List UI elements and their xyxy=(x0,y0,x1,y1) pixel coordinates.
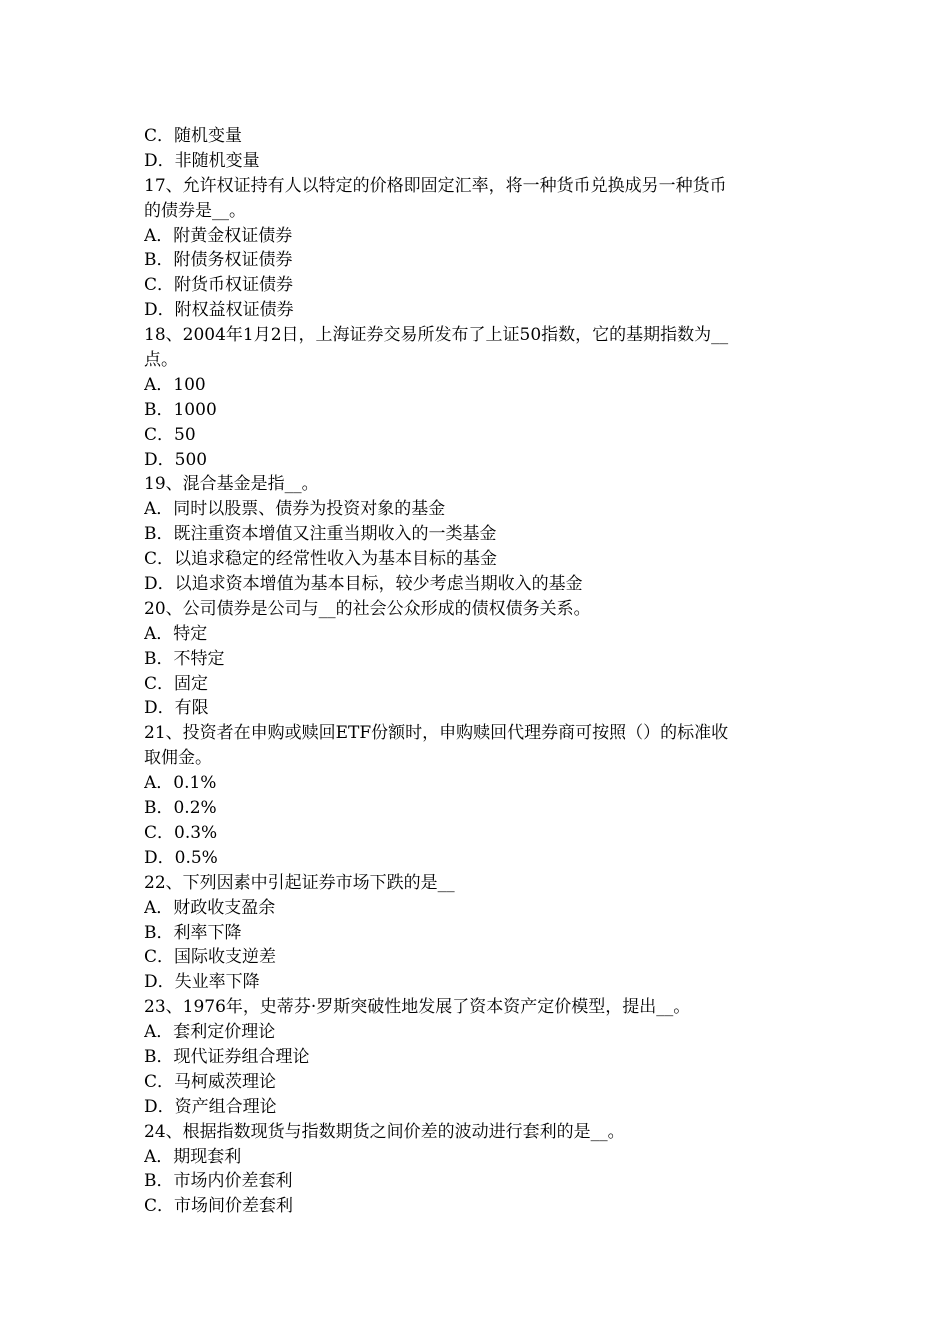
text-line: A．套利定价理论 xyxy=(144,1022,276,1043)
text-line: B．附债务权证债券 xyxy=(144,250,293,271)
text-line: C．随机变量 xyxy=(144,126,243,146)
text-line: B．市场内价差套利 xyxy=(144,1171,293,1192)
text-line: C．50 xyxy=(144,424,196,445)
text-line: D．以追求资本增值为基本目标，较少考虑当期收入的基金 xyxy=(144,574,583,595)
text-line: 取佣金。 xyxy=(144,748,212,769)
text-line: D．500 xyxy=(144,449,208,470)
text-line: C．固定 xyxy=(144,673,209,694)
document-page xyxy=(144,124,814,1219)
text-line: A．0.1% xyxy=(144,773,217,794)
text-line: D．有限 xyxy=(144,698,209,719)
text-line: 21、投资者在申购或赎回ETF份额时，申购赎回代理券商可按照（）的标准收 xyxy=(144,723,729,744)
text-line: A．特定 xyxy=(144,623,208,644)
text-line: C．市场间价差套利 xyxy=(144,1196,294,1217)
text-line: C．附货币权证债券 xyxy=(144,275,294,296)
text-line: C．国际收支逆差 xyxy=(144,947,277,968)
text-line: 19、混合基金是指__。 xyxy=(144,474,319,495)
text-line: D．附权益权证债券 xyxy=(144,300,294,321)
text-line: B．0.2% xyxy=(144,798,217,819)
text-line: B．既注重资本增值又注重当期收入的一类基金 xyxy=(144,524,497,545)
text-line: D．失业率下降 xyxy=(144,972,260,993)
text-line: A．100 xyxy=(144,374,206,395)
text-line: 23、1976年，史蒂芬·罗斯突破性地发展了资本资产定价模型，提出__。 xyxy=(144,997,691,1018)
text-line: 18、2004年1月2日，上海证券交易所发布了上证50指数，它的基期指数为__ xyxy=(144,325,729,346)
text-line: C．马柯威茨理论 xyxy=(144,1071,277,1092)
text-line: B．现代证券组合理论 xyxy=(144,1046,310,1067)
text-line: C．0.3% xyxy=(144,822,218,843)
text-line: 17、允许权证持有人以特定的价格即固定汇率，将一种货币兑换成另一种货币 xyxy=(144,175,727,196)
text-line: D．资产组合理论 xyxy=(144,1096,277,1117)
text-line: 20、公司债券是公司与__的社会公众形成的债权债务关系。 xyxy=(144,598,591,619)
text-line: A．附黄金权证债券 xyxy=(144,225,293,246)
text-line: A．同时以股票、债券为投资对象的基金 xyxy=(144,499,446,520)
text-line: D．0.5% xyxy=(144,847,218,868)
text-line: A．财政收支盈余 xyxy=(144,897,276,918)
text-line: 的债券是__。 xyxy=(144,200,246,221)
text-line: B．1000 xyxy=(144,399,217,420)
text-line: 22、下列因素中引起证券市场下跌的是__ xyxy=(144,872,455,893)
text-line: B．不特定 xyxy=(144,648,225,669)
text-line: 点。 xyxy=(144,350,178,371)
text-line: B．利率下降 xyxy=(144,922,242,943)
text-line: D．非随机变量 xyxy=(144,150,260,171)
text-line: C．以追求稳定的经常性收入为基本目标的基金 xyxy=(144,549,498,570)
text-line: A．期现套利 xyxy=(144,1146,242,1167)
text-line: 24、根据指数现货与指数期货之间价差的波动进行套利的是__。 xyxy=(144,1121,625,1142)
